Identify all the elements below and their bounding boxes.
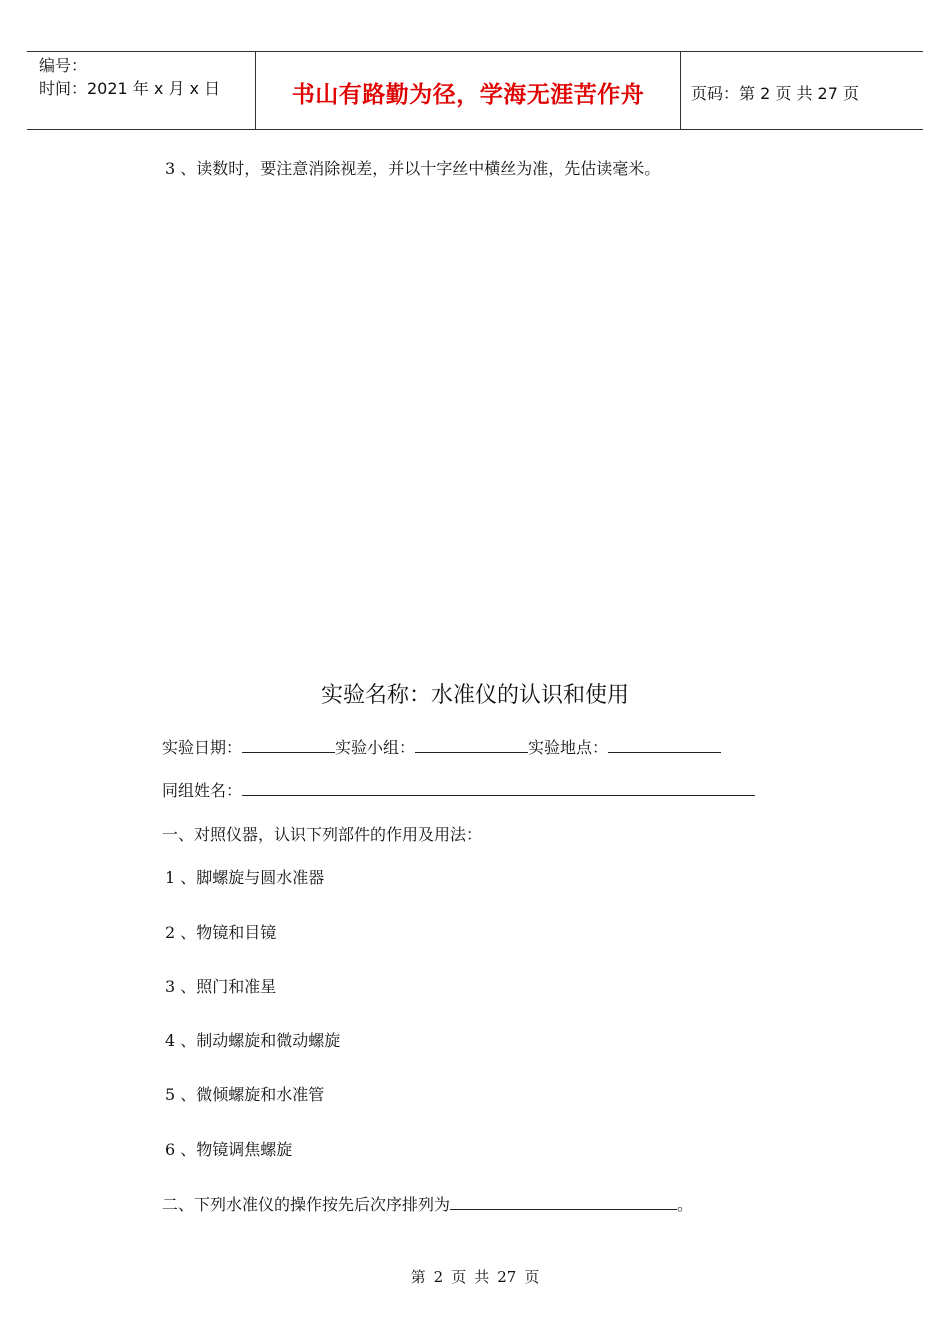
- list-item: 1 、脚螺旋与圆水准器: [165, 868, 325, 887]
- group-field[interactable]: [415, 738, 528, 753]
- motto-text: 书山有路勤为径，学海无涯苦作舟: [291, 82, 645, 108]
- group-label: 实验小组：: [335, 738, 416, 757]
- place-field[interactable]: [608, 738, 721, 753]
- footer-gong: 共: [474, 1268, 490, 1286]
- date-field[interactable]: [242, 738, 335, 753]
- reading-note: 3 、读数时，要注意消除视差，并以十字丝中横丝为准，先估读毫米。: [165, 159, 661, 178]
- experiment-info-row: [162, 735, 721, 758]
- number-label: 编号：: [39, 56, 88, 75]
- footer-ye-end: 页: [524, 1268, 540, 1286]
- footer-total-pages: 27: [497, 1268, 517, 1286]
- list-item: 5 、微倾螺旋和水准管: [165, 1085, 325, 1104]
- page-footer: [0, 1266, 950, 1287]
- date-label: 实验日期：: [162, 738, 243, 757]
- members-label: 同组姓名：: [162, 781, 243, 800]
- list-item: 6 、物镜调焦螺旋: [165, 1140, 293, 1159]
- members-row: [162, 778, 755, 801]
- section2-row: [162, 1192, 693, 1215]
- footer-page-number: 2: [433, 1268, 444, 1286]
- page-info: 页码：第 2 页 共 27 页: [691, 84, 859, 103]
- experiment-title: 实验名称：水准仪的认识和使用: [320, 683, 629, 708]
- header-meta-cell: [27, 52, 255, 129]
- header-motto-cell: [255, 52, 681, 129]
- list-item: 3 、照门和准星: [165, 977, 277, 996]
- list-item: 4 、制动螺旋和微动螺旋: [165, 1031, 341, 1050]
- section2-heading: 二、下列水准仪的操作按先后次序排列为: [162, 1195, 451, 1214]
- footer-ye: 页: [451, 1268, 467, 1286]
- place-label: 实验地点：: [528, 738, 609, 757]
- section1-heading: 一、对照仪器，认识下列部件的作用及用法：: [162, 825, 483, 844]
- time-text: 时间：2021 年 x 月 x 日: [39, 79, 221, 98]
- end-mark: 。: [677, 1195, 694, 1214]
- list-item: 2 、物镜和目镜: [165, 923, 277, 942]
- footer-di: 第: [410, 1268, 426, 1286]
- members-field[interactable]: [242, 781, 755, 796]
- page-header: [27, 51, 923, 130]
- order-field[interactable]: [450, 1195, 677, 1210]
- header-page-cell: [681, 52, 923, 129]
